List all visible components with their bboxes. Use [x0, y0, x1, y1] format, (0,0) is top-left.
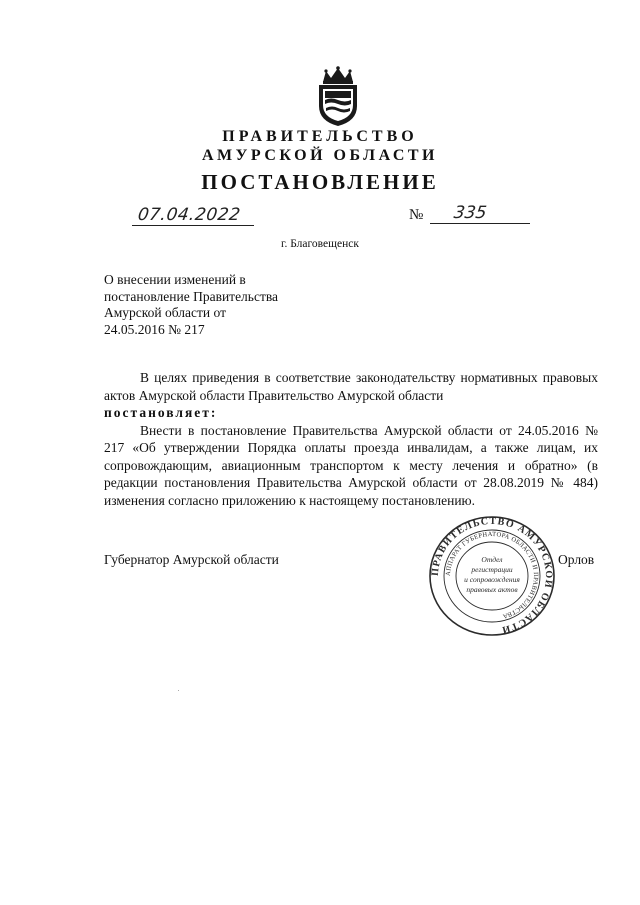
document-date: 07.04.2022 [136, 205, 242, 225]
svg-text:Отдел: Отдел [481, 555, 503, 564]
signatory-surname: Орлов [558, 552, 595, 567]
svg-text:и сопровождения: и сопровождения [464, 575, 520, 584]
subject-line: Амурской области от [104, 305, 226, 320]
official-stamp-icon [428, 515, 556, 637]
number-sign: № [409, 207, 424, 223]
document-number: 335 [452, 203, 488, 223]
preamble-paragraph: В целях приведения в соответствие законодательству нормативных правовых актов Амурской области Правительство Амурской области [104, 370, 598, 403]
document-number-field [430, 203, 530, 227]
resolution-item-paragraph: Внести в постановление Правительства Амурской области от 24.05.2016 № 217 «Об утверждении Порядка оплаты проезда инвалидам, а также лицам, их сопровождающим, авиационным транспортом к месту лечения и обратно» (в редакции постановления Правительства Амурской области от 28.08.2019 № 484) изменения согласно приложению к настоящему постановлению. [104, 422, 598, 508]
scan-speck [178, 690, 179, 691]
resolves-word: постановляет: [104, 405, 218, 420]
signatory-position: Губернатор Амурской области [104, 552, 279, 567]
city-name: г. Благовещенск [281, 238, 359, 250]
date-underline [132, 225, 254, 226]
subject-line: постановление Правительства [104, 288, 279, 304]
government-name-line-1: ПРАВИТЕЛЬСТВО [222, 128, 418, 145]
coat-of-arms-icon [313, 66, 363, 128]
svg-text:ПРАВИТЕЛЬСТВО АМУРСКОЙ ОБЛАСТИ: ПРАВИТЕЛЬСТВО АМУРСКОЙ ОБЛАСТИ [429, 515, 555, 636]
document-body [104, 369, 598, 509]
svg-text:правовых актов: правовых актов [466, 585, 518, 594]
subject-line: 24.05.2016 № 217 [104, 321, 205, 337]
subject-line: О внесении изменений в [104, 272, 246, 287]
document-date-field [132, 205, 254, 229]
svg-text:АППАРАТ ГУБЕРНАТОРА ОБЛАСТИ И: АППАРАТ ГУБЕРНАТОРА ОБЛАСТИ И ПРАВИТЕЛЬСТВА [444, 530, 540, 620]
document-type-title: ПОСТАНОВЛЕНИЕ [201, 170, 439, 194]
svg-text:регистрации: регистрации [471, 565, 513, 574]
number-underline [430, 223, 530, 224]
document-subject [104, 272, 324, 338]
government-name-line-2: АМУРСКОЙ ОБЛАСТИ [202, 147, 438, 164]
